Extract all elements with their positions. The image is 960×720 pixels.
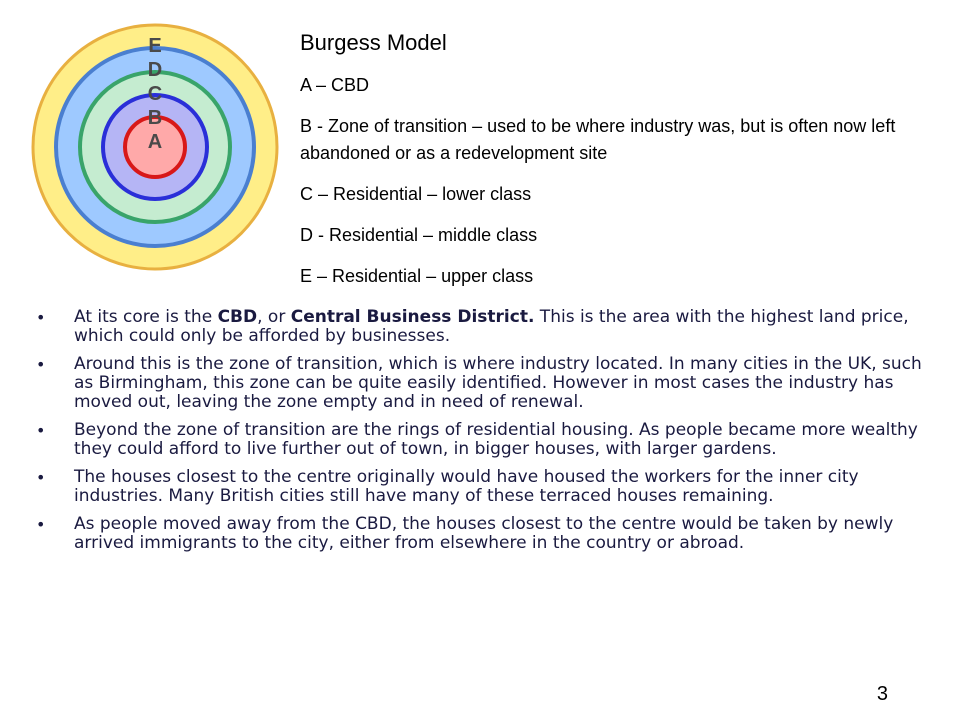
zone-label-e: E (148, 35, 162, 57)
bullet-list (36, 308, 936, 562)
bullet-bold-text: CBD (217, 307, 258, 327)
bullet-dot-icon: • (36, 355, 46, 374)
legend-title: Burgess Model (300, 30, 447, 55)
zone-label-a: A (147, 131, 163, 153)
bullet-text: , or (257, 307, 291, 327)
bullet-bold-text: Central Business District. (290, 307, 535, 327)
bullet-dot-icon: • (36, 421, 46, 440)
bullet-item (36, 421, 936, 459)
zone-label-d: D (147, 59, 163, 81)
bullet-text: As people moved away from the CBD, the houses closest to the centre would be taken by newly arrived immigrants to the city, either from elsewhere in the country or abroad. (74, 514, 894, 553)
legend-item-e: E – Residential – upper class (300, 266, 534, 286)
bullet-item (36, 355, 936, 412)
bullet-item (36, 468, 936, 506)
legend-item-b: B - Zone of transition – used to be where industry was, but is often now left abandoned or as a redevelopment site (300, 116, 896, 163)
zone-label-b: B (147, 107, 163, 129)
bullet-text: The houses closest to the centre originally would have housed the workers for the inner city industries. Many British cities still have many of these terraced houses remaining. (74, 467, 859, 506)
bullet-text: Beyond the zone of transition are the rings of residential housing. As people became more wealthy they could afford to live further out of town, in bigger houses, with larger gardens. (74, 420, 918, 459)
bullet-item (36, 308, 936, 346)
legend-item-c: C – Residential – lower class (300, 184, 532, 204)
zone-label-c: C (147, 83, 163, 105)
bullet-text: Around this is the zone of transition, which is where industry located. In many cities in the UK, such as Birmingham, this zone can be quite easily identified. However in most cases the industry has moved out, leaving the zone empty and in need of renewal. (74, 354, 922, 412)
bullet-text: This is the area with the highest land price, which could only be afforded by businesses. (74, 307, 909, 346)
legend-item-d: D - Residential – middle class (300, 225, 538, 245)
bullet-item (36, 515, 936, 553)
bullet-dot-icon: • (36, 468, 46, 487)
bullet-text: At its core is the (74, 307, 218, 327)
legend-item-a: A – CBD (300, 75, 370, 95)
burgess-concentric-zones-diagram (30, 22, 280, 272)
page-number: 3 (876, 683, 888, 705)
bullet-dot-icon: • (36, 308, 46, 327)
bullet-dot-icon: • (36, 515, 46, 534)
legend-panel (300, 28, 940, 304)
